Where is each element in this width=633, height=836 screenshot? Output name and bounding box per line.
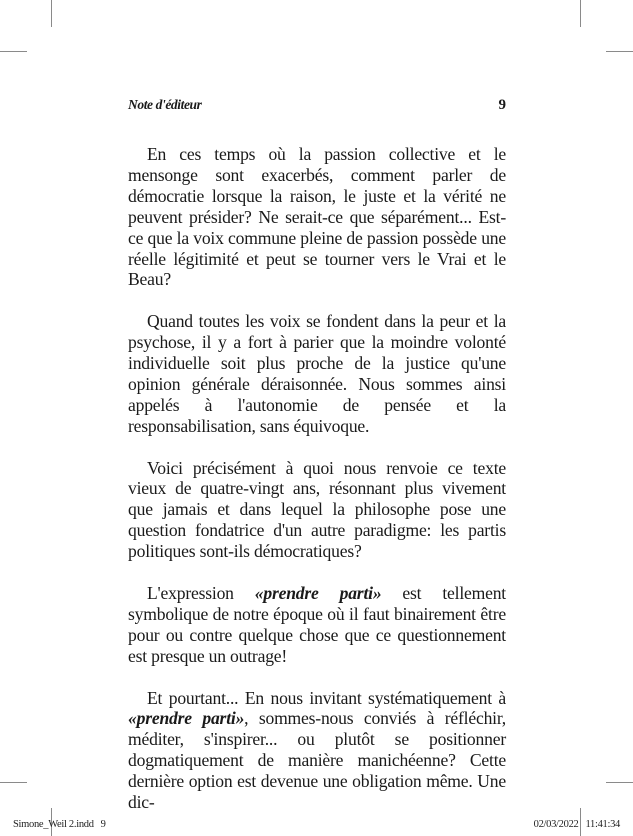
crop-mark-right-bottom: [606, 782, 633, 783]
paragraph-text: Et pourtant... En nous invitant systématiquement à: [147, 687, 506, 708]
paragraph-text: est tellement symbolique de notre époque où il faut binairement être pour ou contre quelque chose que ce questionnement est presque un outrage!: [128, 582, 506, 666]
paragraph: [128, 144, 506, 290]
quoted-expression: «prendre parti»: [128, 708, 245, 729]
paragraph-text: L'expression: [147, 582, 255, 603]
crop-mark-top-right: [580, 0, 581, 27]
crop-mark-left-bottom: [0, 782, 27, 783]
paragraph: [128, 688, 506, 813]
paragraph-text: , sommes-nous conviés à réfléchir, méditer, s'inspirer... ou plutôt se positionner dogmatiquement de manière manichéenne? Cette dernière option est devenue une obligation même. Une dic-: [128, 708, 507, 813]
crop-mark-right-top: [606, 51, 633, 52]
running-title: Note d'éditeur: [128, 97, 202, 112]
paragraph-text: Voici précisément à quoi nous renvoie ce texte vieux de quatre-vingt ans, résonnant plus vivement que jamais et dans lequel la philosophe pose une question fondatrice d'un autre paradigme: les partis politiques sont-ils démocratiques?: [128, 457, 506, 562]
paragraph: [128, 583, 506, 667]
crop-mark-top-left: [51, 0, 52, 27]
paragraph: [128, 311, 506, 436]
paragraph-text: Quand toutes les voix se fondent dans la peur et la psychose, il y a fort à parier que la moindre volonté individuelle soit plus proche de la justice qu'une opinion générale déraisonnée. Nous sommes ainsi appelés à l'autonomie de pensée et la responsabilisation, sans équivoque.: [128, 311, 506, 436]
body-text: [128, 144, 506, 834]
page-number: 9: [498, 97, 506, 113]
slug-file-name: Simone_Weil 2.indd 9: [13, 819, 106, 830]
paragraph-text: En ces temps où la passion collective et le mensonge sont exacerbés, comment parler de démocratie lorsque la raison, le juste et la vérité ne peuvent présider? Ne serait-ce que séparément... Est-ce que la voix commune pleine de passion possède une réelle légitimité et peut se tourner vers le Vrai et le Beau?: [128, 144, 506, 290]
crop-mark-left-top: [0, 51, 27, 52]
slug-timestamp: 02/03/2022 11:41:34: [533, 819, 620, 830]
running-head: [128, 97, 506, 115]
paragraph: [128, 458, 506, 563]
quoted-expression: «prendre parti»: [254, 582, 382, 603]
